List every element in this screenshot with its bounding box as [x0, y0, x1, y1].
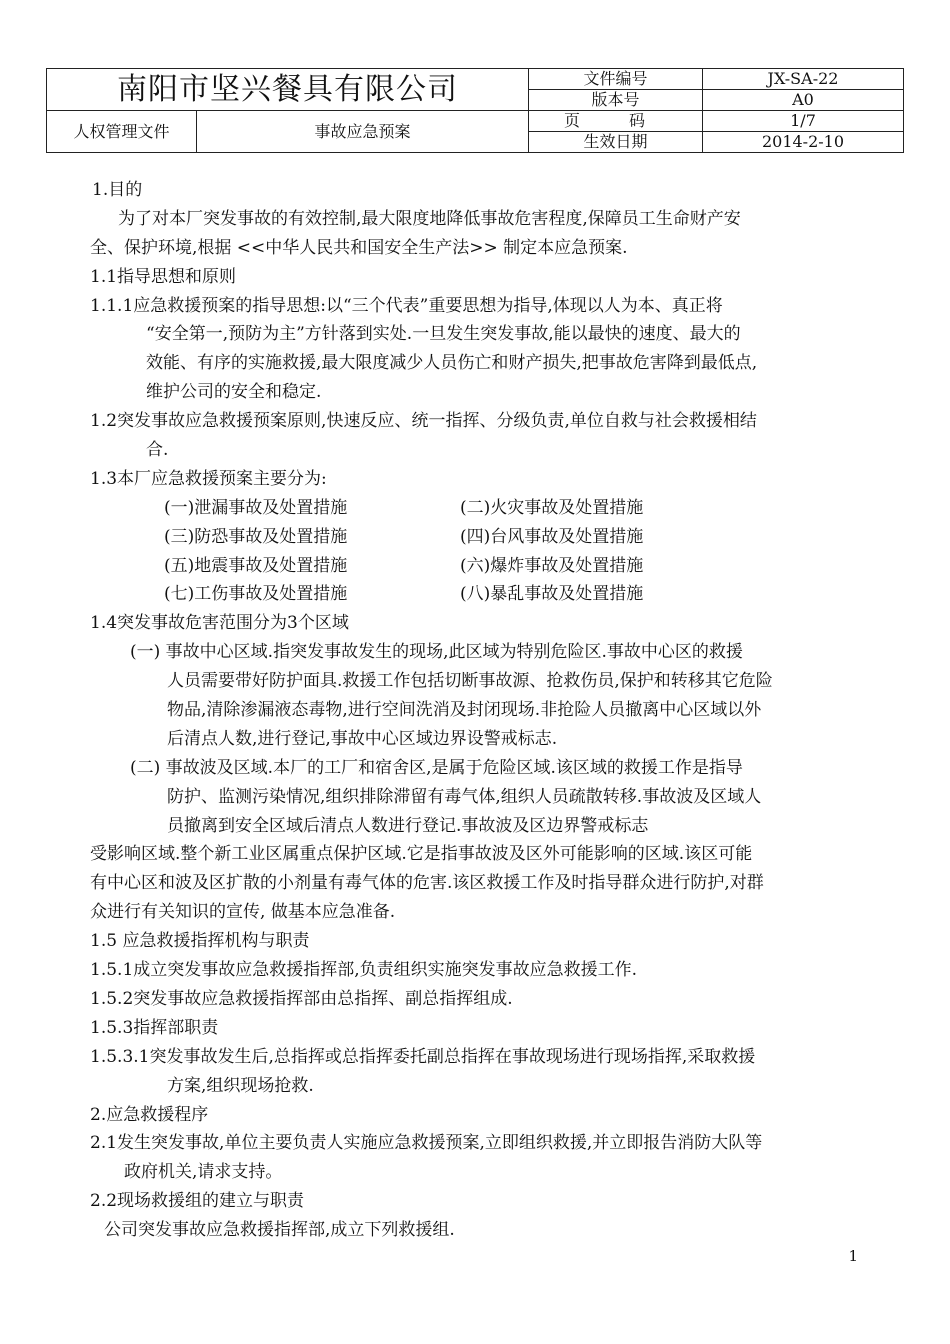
measure-item: (七)工伤事故及处置措施	[164, 584, 348, 605]
measure-item: (六)爆炸事故及处置措施	[460, 555, 644, 576]
purpose-paragraph-line: 为了对本厂突发事故的有效控制,最大限度地降低事故危害程度,保障员工生命财产安	[118, 208, 741, 229]
document-body	[90, 176, 860, 1245]
section-1-1-1-line: 效能、有序的实施救援,最大限度减少人员伤亡和财产损失,把事故危害降到最低点,	[146, 353, 758, 374]
measure-item: (五)地震事故及处置措施	[164, 555, 348, 576]
section-1-1-1-line: 维护公司的安全和稳定.	[146, 382, 322, 403]
purpose-paragraph-line: 全、保护环境,根据 <<中华人民共和国安全生产法>> 制定本应急预案.	[90, 237, 628, 258]
section-2-2-paragraph: 公司突发事故应急救援指挥部,成立下列救援组.	[104, 1220, 455, 1241]
section-1-5-title: 1.5 应急救援指挥机构与职责	[90, 931, 310, 952]
measures-row	[90, 552, 860, 581]
zone-2-line: 员撤离到安全区域后清点人数进行登记.事故波及区边界警戒标志	[167, 815, 649, 836]
measures-row	[90, 580, 860, 609]
company-name: 南阳市坚兴餐具有限公司	[47, 69, 529, 111]
field-label-effective-date: 生效日期	[529, 132, 703, 153]
zone-1-line: 人员需要带好防护面具.救援工作包括切断事故源、抢救伤员,保护和转移其它危险	[167, 671, 773, 692]
doc-type: 人权管理文件	[47, 111, 197, 153]
zone-3-line: 有中心区和波及区扩散的小剂量有毒气体的危害.该区救援工作及时指导群众进行防护,对群	[90, 873, 764, 894]
page-number: 1	[848, 1247, 858, 1265]
section-1-2-line: 合.	[146, 440, 169, 461]
zone-3-line: 受影响区域.整个新工业区属重点保护区域.它是指事故波及区外可能影响的区域.该区可能	[90, 844, 753, 865]
section-1-5-2: 1.5.2突发事故应急救援指挥部由总指挥、副总指挥组成.	[90, 988, 513, 1009]
zone-1-line: (一) 事故中心区域.指突发事故发生的现场,此区域为特别危险区.事故中心区的救援	[130, 642, 743, 663]
field-value-doc-number: JX-SA-22	[703, 69, 904, 90]
section-1-4-title: 1.4突发事故危害范围分为3个区域	[90, 613, 349, 634]
section-2-2-title: 2.2现场救援组的建立与职责	[90, 1191, 305, 1212]
document-header-table	[46, 68, 904, 153]
section-1-5-1: 1.5.1成立突发事故应急救援指挥部,负责组织实施突发事故应急救援工作.	[90, 960, 638, 981]
section-2-1-line: 政府机关,请求支持。	[124, 1162, 283, 1183]
measure-item: (四)台风事故及处置措施	[460, 526, 644, 547]
section-1-3-title: 1.3本厂应急救援预案主要分为:	[90, 468, 327, 489]
section-1-2-line: 1.2突发事故应急救援预案原则,快速反应、统一指挥、分级负责,单位自救与社会救援相结	[90, 411, 757, 432]
section-1-1-title: 1.1指导思想和原则	[90, 266, 237, 287]
zone-1-line: 后清点人数,进行登记,事故中心区域边界设警戒标志.	[167, 728, 558, 749]
measure-item: (一)泄漏事故及处置措施	[164, 497, 348, 518]
section-2-title: 2.应急救援程序	[90, 1104, 209, 1125]
measure-item: (三)防恐事故及处置措施	[164, 526, 348, 547]
section-1-1-1-line: “安全第一,预防为主”方针落到实处.一旦发生突发事故,能以最快的速度、最大的	[146, 324, 741, 345]
measure-item: (八)暴乱事故及处置措施	[460, 584, 644, 605]
field-label-doc-number: 文件编号	[529, 69, 703, 90]
measures-row	[90, 494, 860, 523]
section-1-5-3: 1.5.3指挥部职责	[90, 1017, 219, 1038]
zone-2-line: (二) 事故波及区域.本厂的工厂和宿舍区,是属于危险区域.该区域的救援工作是指导	[130, 757, 743, 778]
field-value-effective-date: 2014-2-10	[703, 132, 904, 153]
section-1-5-3-1-line: 方案,组织现场抢救.	[167, 1075, 314, 1096]
zone-1-line: 物品,清除渗漏液态毒物,进行空间洗消及封闭现场.非抢险人员撤离中心区域以外	[167, 700, 762, 721]
zone-2-line: 防护、监测污染情况,组织排除滞留有毒气体,组织人员疏散转移.事故波及区域人	[167, 786, 762, 807]
section-1-title: 1.目的	[92, 180, 143, 200]
section-1-5-3-1-line: 1.5.3.1突发事故发生后,总指挥或总指挥委托副总指挥在事故现场进行现场指挥,采取救援	[90, 1046, 756, 1067]
zone-3-line: 众进行有关知识的宣传, 做基本应急准备.	[90, 902, 396, 923]
field-value-page: 1/7	[703, 111, 904, 132]
field-label-version: 版本号	[529, 90, 703, 111]
field-label-page: 页 码	[529, 111, 703, 132]
field-value-version: A0	[703, 90, 904, 111]
doc-title: 事故应急预案	[197, 111, 529, 153]
measures-row	[90, 523, 860, 552]
section-1-1-1-line: 1.1.1应急救援预案的指导思想:以“三个代表”重要思想为指导,体现以人为本、真正将	[90, 295, 723, 316]
section-2-1-line: 2.1发生突发事故,单位主要负责人实施应急救援预案,立即组织救援,并立即报告消防大队等	[90, 1133, 763, 1154]
measure-item: (二)火灾事故及处置措施	[460, 497, 644, 518]
